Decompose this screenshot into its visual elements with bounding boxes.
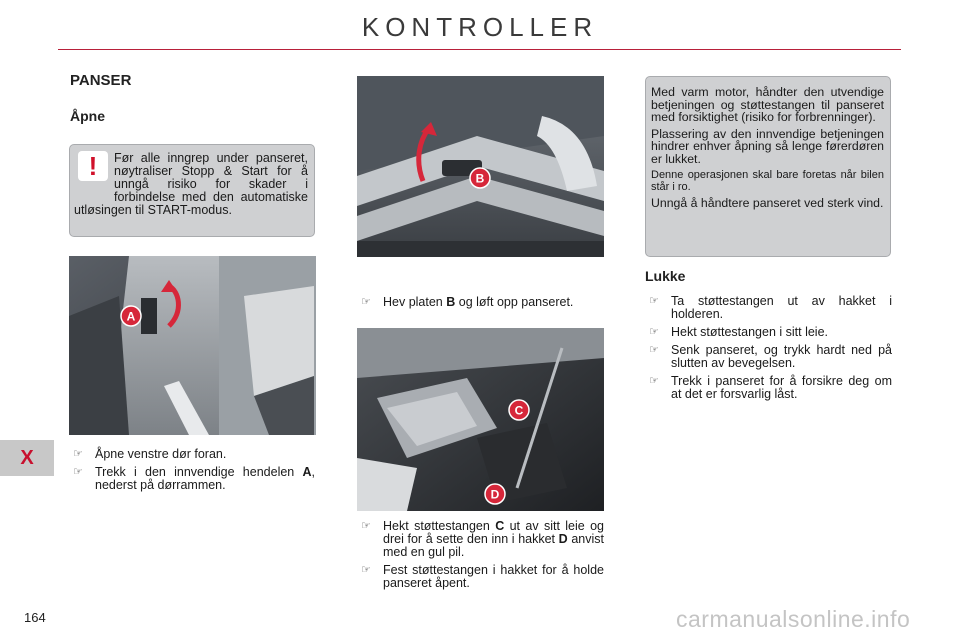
close-heading: Lukke — [645, 268, 686, 284]
header-rule — [58, 49, 901, 50]
info-text: Med varm motor, håndter den utvendige betjeningen og støttestangen til panseret med forsiktighet (risiko for forbrenninger). — [651, 85, 884, 124]
hand-pointer-icon: ☞ — [361, 564, 371, 576]
info-text: Plassering av den innvendige betjeningen hindrer enhver åpning så lenge førerdøren er lukket. — [651, 126, 884, 166]
lift-step — [357, 296, 604, 314]
hand-pointer-icon: ☞ — [649, 344, 659, 356]
front-grille-photo — [357, 76, 604, 257]
info-box — [645, 76, 891, 257]
hand-pointer-icon: ☞ — [73, 448, 83, 460]
info-text: Unngå å håndtere panseret ved sterk vind. — [651, 196, 884, 210]
info-text: Denne operasjonen skal bare foretas når bilen står i ro. — [651, 169, 884, 193]
hand-pointer-icon: ☞ — [361, 296, 371, 308]
warning-box — [69, 144, 315, 237]
hand-pointer-icon: ☞ — [649, 295, 659, 307]
list-item: ☞ Hev platen B og løft opp panseret. — [361, 295, 574, 309]
list-item: ☞ Hekt støttestangen C ut av sitt leie og drei for å sette den inn i hakket D anvist med en gul pil. — [361, 519, 605, 559]
prop-steps — [357, 520, 604, 595]
list-item: ☞ Hekt støttestangen i sitt leie. — [649, 325, 829, 339]
open-steps — [69, 448, 315, 497]
list-item: ☞ Senk panseret, og trykk hardt ned på slutten av bevegelsen. — [649, 343, 892, 370]
hand-pointer-icon: ☞ — [73, 466, 83, 478]
warning-icon: ! — [78, 151, 108, 181]
section-title: PANSER — [70, 72, 132, 89]
page-title: KONTROLLER — [361, 12, 599, 42]
hand-pointer-icon: ☞ — [649, 326, 659, 338]
warning-text: Før alle inngrep under panseret, nøytraliser Stopp & Start for å unngå risiko for skader i forbindelse med den automatiske utløsingen til START-modus. — [74, 151, 308, 217]
photo-label-a: A — [126, 309, 136, 324]
list-item: ☞ Ta støttestangen ut av hakket i holderen. — [649, 294, 892, 321]
close-steps — [645, 295, 892, 406]
page-number: 164 — [24, 610, 46, 625]
list-item: ☞ Trekk i panseret for å forsikre deg om at det er forsvarlig låst. — [649, 374, 892, 401]
chapter-tab — [0, 440, 54, 476]
list-item: ☞ Åpne venstre dør foran. — [73, 447, 227, 461]
engine-bay-photo — [357, 328, 604, 511]
door-frame-photo — [69, 256, 316, 435]
hand-pointer-icon: ☞ — [361, 520, 371, 532]
open-heading: Åpne — [70, 108, 105, 124]
photo-label-d: D — [490, 487, 500, 502]
list-item: ☞ Fest støttestangen i hakket for å holde panseret åpent. — [361, 563, 604, 590]
list-item: ☞ Trekk i den innvendige hendelen A, nederst på dørrammen. — [73, 465, 315, 492]
hand-pointer-icon: ☞ — [649, 375, 659, 387]
photo-label-c: C — [514, 403, 524, 418]
chapter-tab-label: X — [20, 446, 34, 469]
photo-label-b: B — [475, 171, 485, 186]
watermark: carmanualsonline.info — [676, 606, 911, 632]
